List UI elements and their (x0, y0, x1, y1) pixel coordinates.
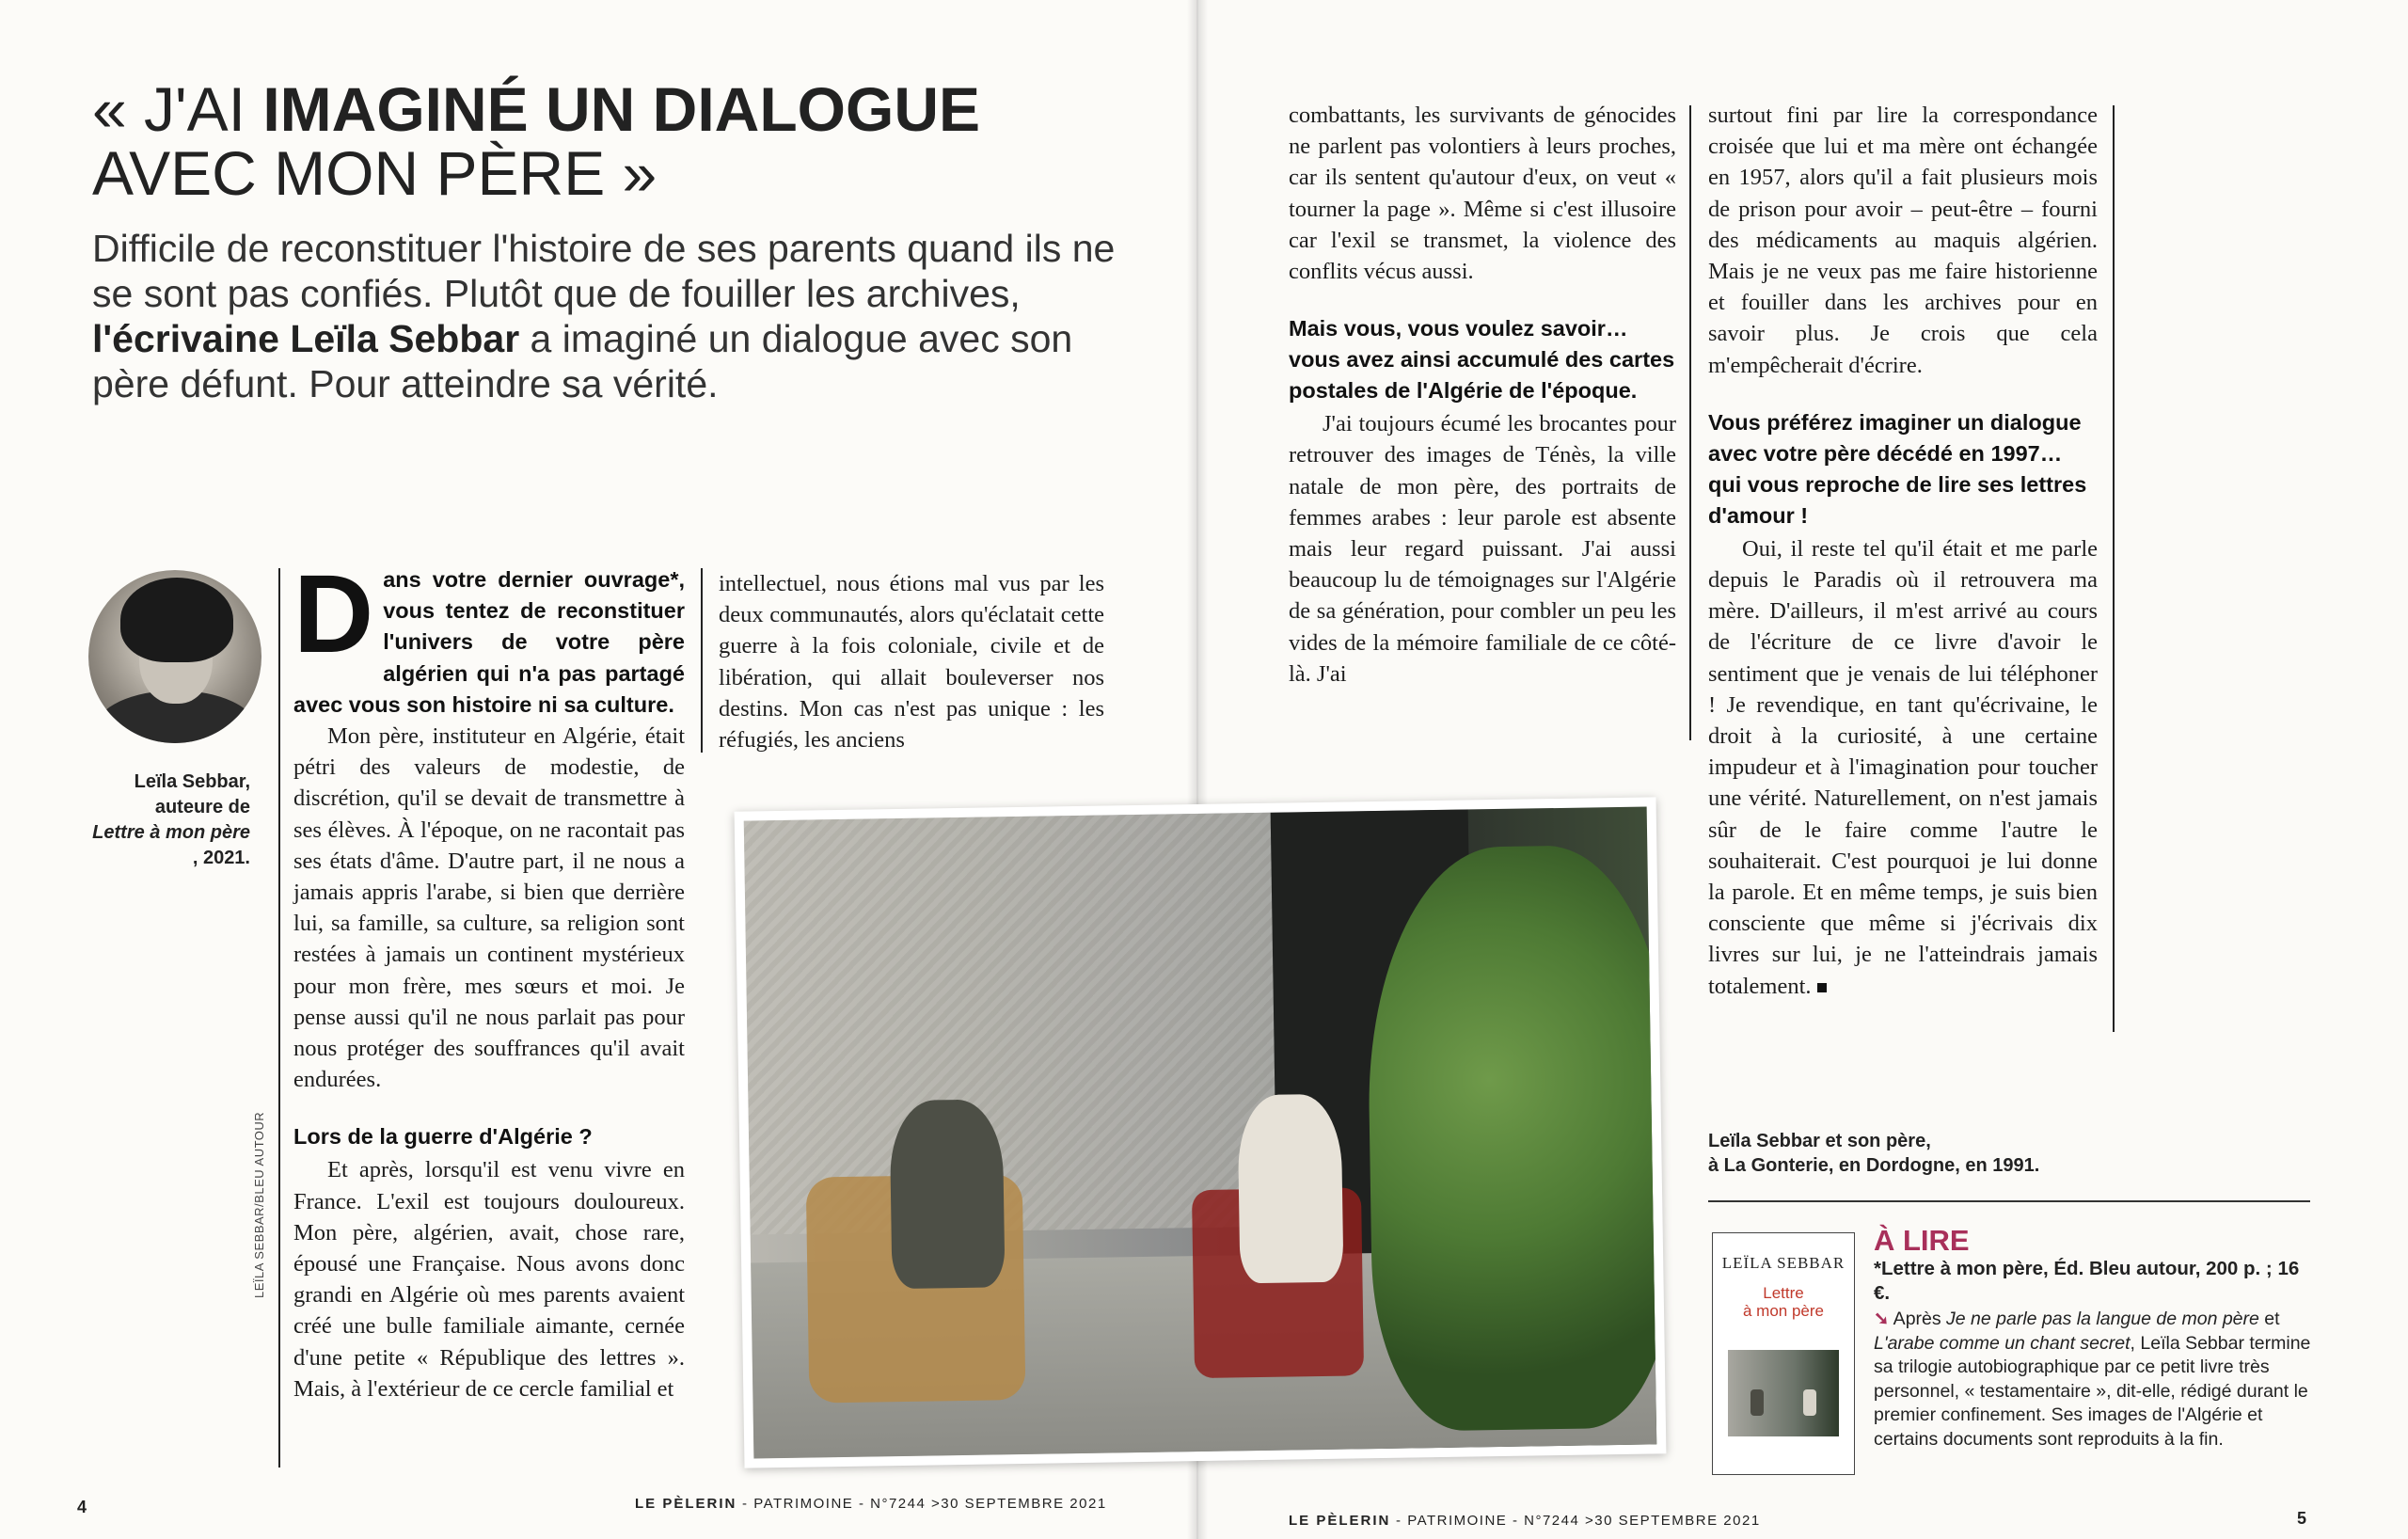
book-cover-title-line1: Lettre (1763, 1284, 1804, 1302)
answer-4: Oui, il reste tel qu'il était et me parle depuis le Paradis où il retrouvera ma mère. D'ailleurs, il m'est arrivé au cours de l'écriture de ce livre d'avoir le sentiment que je venais de lui téléphoner ! Je revendique, en tant qu'écrivaine, le droit à la curiosité, à une certaine impudeur et à l'imagination pour toucher une vérité. Naturellement, on n'est jamais sûr de le faire comme l'autre le souhaiterait. C'est pourquoi je lui donne la parole. Et en même temps, je suis bien consciente que même si j'écrivais dix livres sur lui, je ne l'atteindrais jamais totalement. (1708, 535, 2098, 999)
drop-cap: D (293, 552, 374, 676)
photo-caption (1708, 1129, 2084, 1178)
answer-3: J'ai toujours écumé les brocantes pour retrouver des images de Ténès, la ville natale de mon père, des portraits de femmes arabes : leur parole est absente mais leur regard puissant. J'ai aussi beaucoup lu de témoignages sur l'Algérie de sa génération, pour combler un peu les vides de la mémoire familiale de ce côté-là. J'ai (1289, 411, 1676, 687)
book-cover (1712, 1232, 1855, 1475)
column-3 (1289, 100, 1676, 690)
book-reference: *Lettre à mon père, Éd. Bleu autour, 200 p. ; 16 €. (1874, 1258, 2300, 1304)
answer-2-end: combattants, les survivants de génocides ne parlent pas volontiers à leurs proches, car ils sentent qu'autour d'eux, on veut « tourner la page ». Même si c'est illusoire car l'exil se transmet, la violence des conflits vécus aussi. (1289, 103, 1676, 285)
headline (92, 74, 1033, 208)
book-cover-author: LEÏLA SEBBAR (1721, 1254, 1846, 1272)
arrow-icon: ➘ (1874, 1309, 1890, 1329)
portrait-caption (90, 770, 250, 871)
reading-box-title: À LIRE (1874, 1224, 1970, 1257)
folio-right-rest: - PATRIMOINE - N°7244 >30 SEPTEMBRE 2021 (1390, 1513, 1761, 1529)
question-2: Lors de la guerre d'Algérie ? (293, 1124, 593, 1150)
question-4: Vous préférez imaginer un dialogue avec votre père décédé en 1997… qui vous reproche de lire ses lettres d'amour ! (1708, 409, 2087, 528)
book-cover-title (1713, 1284, 1854, 1320)
author-portrait (88, 570, 261, 743)
folio-left-brand: LE PÈLERIN (635, 1496, 737, 1512)
headline-line2: AVEC MON PÈRE » (92, 138, 657, 208)
headline-open: « J'AI (92, 74, 263, 144)
answer-2: Et après, lorsqu'il est venu vivre en France. L'exil est toujours douloureux. Mon père, algérien, avait, chose rare, épousé une Française. Nous avons donc grandi en Algérie où mes parents avaient créé une bulle familiale aimante, cernée d'une petite « République des lettres ». Mais, à l'extérieur de ce cercle familial et (293, 1157, 685, 1402)
standfirst (92, 226, 1127, 406)
column-rule-2 (701, 568, 703, 753)
photo-caption-line1: Leïla Sebbar et son père, (1708, 1131, 1931, 1151)
photo-father-daughter (735, 797, 1667, 1468)
folio-right (1289, 1513, 1761, 1529)
standfirst-part2: a imaginé un dialogue avec son père défunt. Pour atteindre sa vérité. (92, 317, 1073, 405)
box-divider (1708, 1200, 2310, 1202)
column-4 (1708, 100, 2098, 1002)
photo-caption-line2: à La Gonterie, en Dordogne, en 1991. (1708, 1155, 2040, 1176)
photo-credit: LEÏLA SEBBAR/BLEU AUTOUR (252, 1111, 266, 1298)
column-1 (293, 552, 685, 1404)
portrait-caption-name: Leïla Sebbar, (134, 771, 250, 792)
folio-right-brand: LE PÈLERIN (1289, 1513, 1391, 1529)
standfirst-bold: l'écrivaine Leïla Sebbar (92, 317, 520, 360)
column-rule-4 (2113, 105, 2115, 1032)
book-description: ➘ Après Je ne parle pas la langue de mon père et L'arabe comme un chant secret, Leïla Sebbar termine sa trilogie autobiographique par ce petit livre très personnel, « testamentaire », dit-elle, rédigé durant le premier confinement. Ses images de l'Algérie et certains documents sont reproduits à la fin. (1874, 1309, 2311, 1450)
page-number-right: 5 (2297, 1509, 2307, 1528)
column-rule-1 (278, 568, 280, 1468)
column-rule-3 (1689, 105, 1691, 740)
headline-bold: IMAGINÉ UN DIALOGUE (262, 74, 981, 144)
question-3: Mais vous, vous voulez savoir… vous avez ainsi accumulé des cartes postales de l'Algérie de l'époque. (1289, 316, 1675, 404)
book-cover-photo (1728, 1350, 1839, 1436)
portrait-caption-year: , 2021. (192, 848, 250, 868)
answer-1: Mon père, instituteur en Algérie, était pétri des valeurs de modestie, de discrétion, qu'il se devait de transmettre à ses élèves. À l'époque, on ne racontait pas ses états d'âme. D'autre part, il ne nous a jamais appris l'arabe, si bien que derrière lui, sa famille, sa culture, sa religion sont restées à jamais un continent mystérieux pour mon frère, mes sœurs et moi. Je pense aussi qu'il ne nous parlait pas pour nous protéger des souffrances qu'il avait endurées. (293, 723, 685, 1093)
end-mark (1817, 983, 1827, 992)
answer-3-end: surtout fini par lire la correspondance croisée que lui et ma mère ont échangée en 1957, alors qu'il a fait plusieurs mois de prison pour avoir – peut-être – fourni des médicaments au maquis algérien. Mais je ne veux pas me faire historienne et fouiller dans les archives pour en savoir plus. Je crois que cela m'empêcherait d'écrire. (1708, 103, 2098, 378)
page-number-left: 4 (77, 1498, 87, 1516)
answer-2-continued: intellectuel, nous étions mal vus par les deux communautés, alors qu'éclatait cette guerre à la fois coloniale, civile et de libération, qui allait bouleverser nos destins. Mon cas n'est pas unique : les réfugiés, les anciens (719, 571, 1104, 754)
folio-left-rest: - PATRIMOINE - N°7244 >30 SEPTEMBRE 2021 (737, 1496, 1107, 1512)
book-cover-title-line2: à mon père (1743, 1302, 1824, 1320)
standfirst-part1: Difficile de reconstituer l'histoire de ses parents quand ils ne se sont pas confiés. Plutôt que de fouiller les archives, (92, 227, 1116, 315)
portrait-caption-book: Lettre à mon père (92, 822, 250, 843)
column-2 (719, 568, 1104, 755)
portrait-caption-role: auteure de (154, 797, 250, 817)
question-1: ans votre dernier ouvrage*, vous tentez de reconstituer l'univers de votre père algérien qui n'a pas partagé avec vous son histoire ni sa culture. (293, 567, 685, 717)
folio-left (635, 1496, 1107, 1512)
reading-box (1874, 1225, 2316, 1452)
